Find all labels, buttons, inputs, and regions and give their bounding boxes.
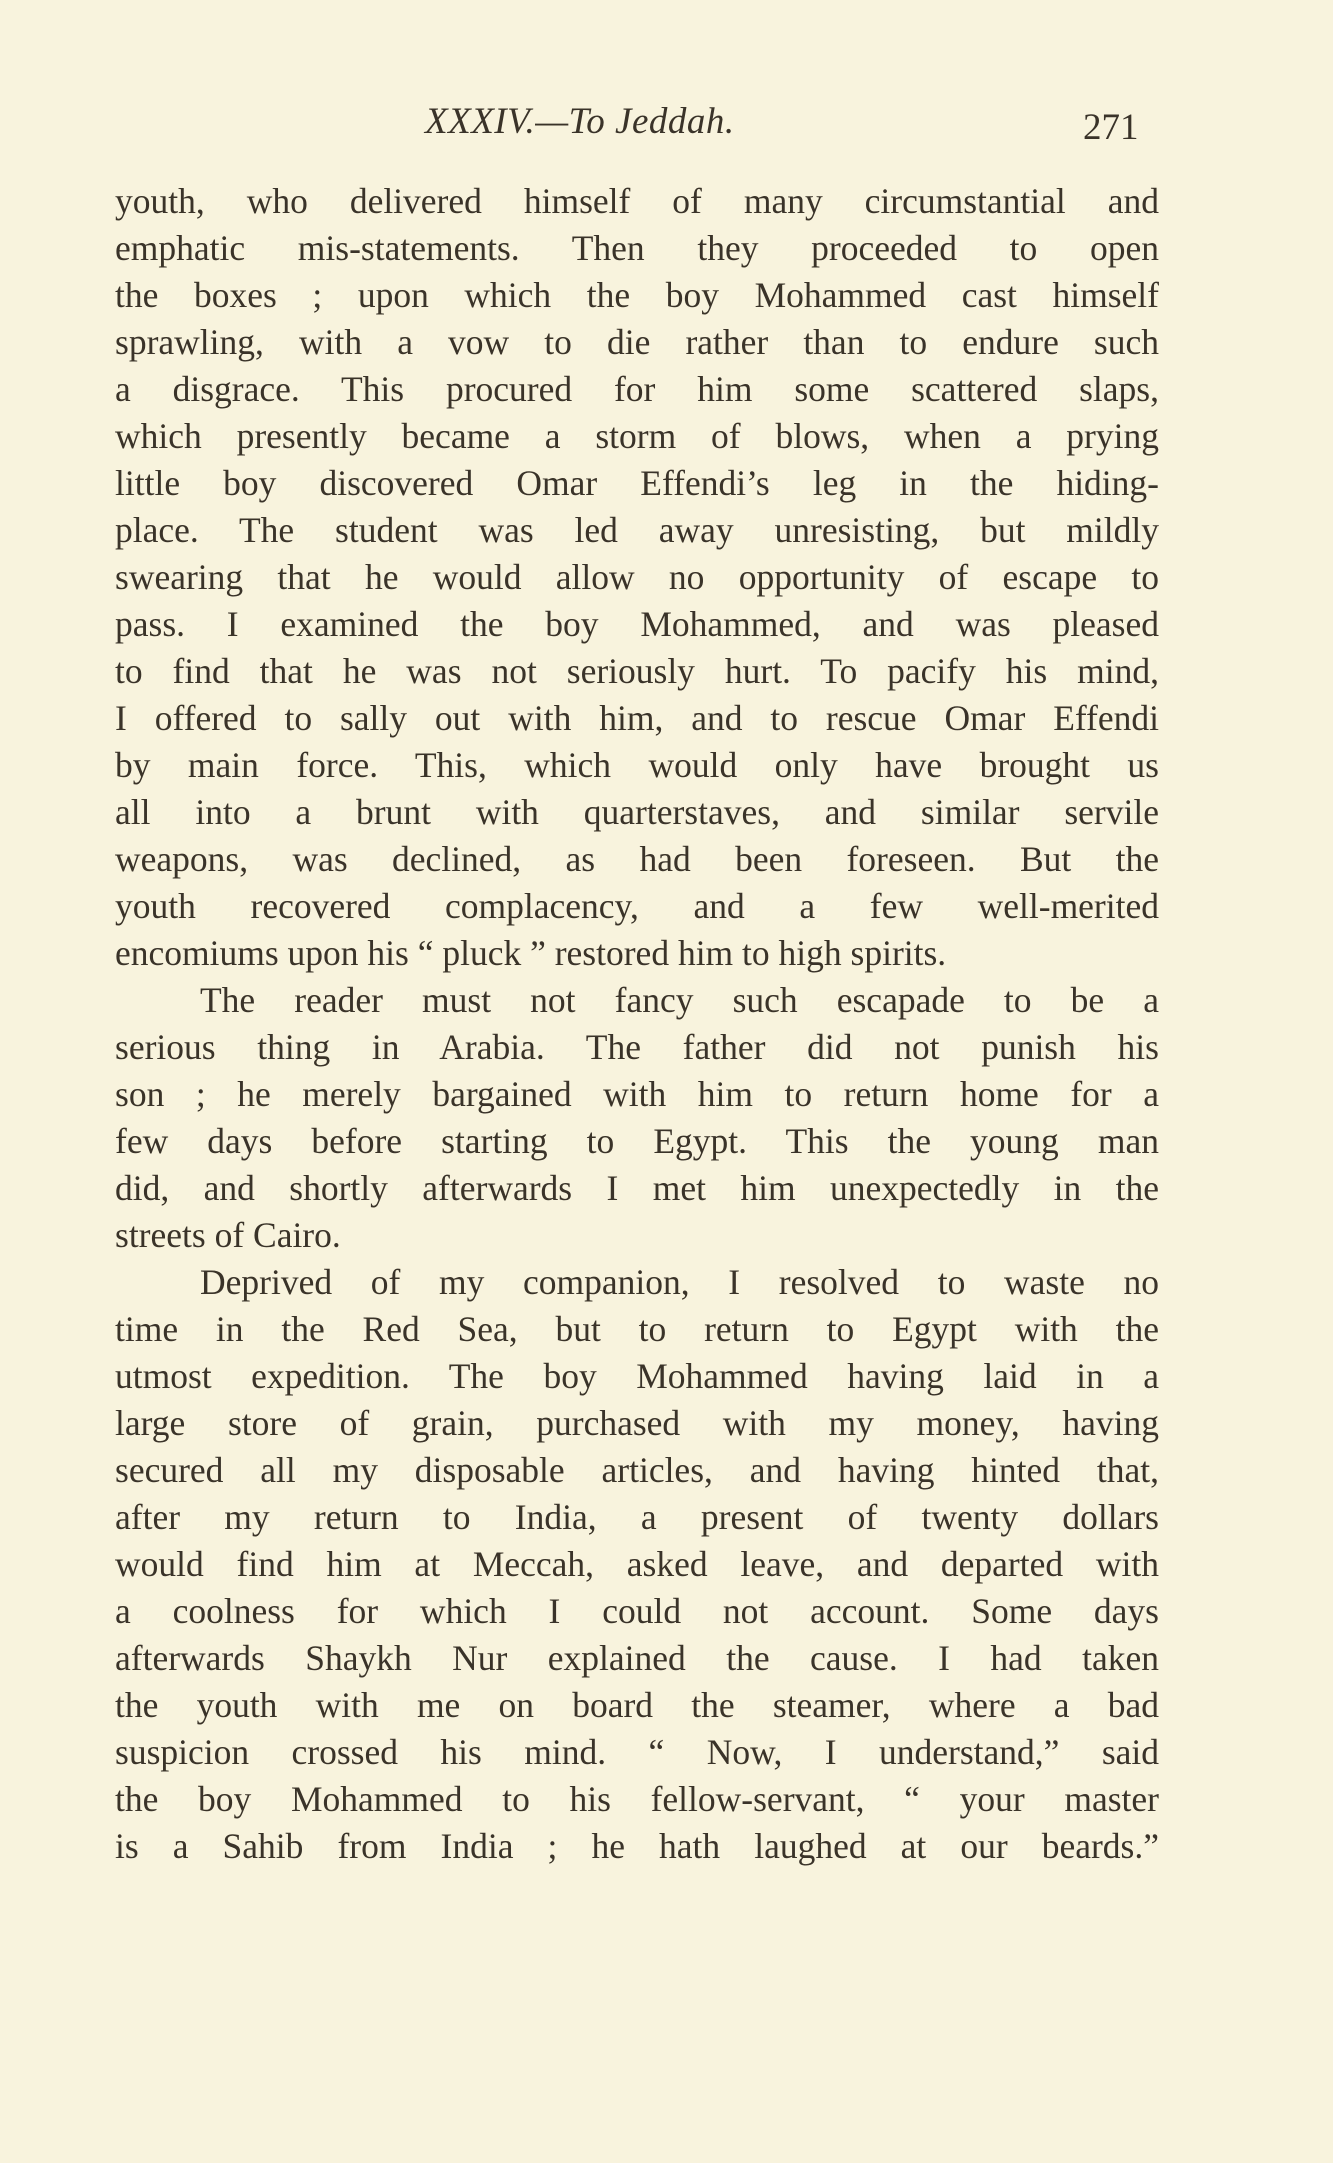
text-line: youth recovered complacency, and a few well-merited bbox=[115, 886, 1159, 926]
running-head bbox=[0, 100, 1333, 150]
text-line: the youth with me on board the steamer, where a bad bbox=[115, 1685, 1159, 1725]
text-line: swearing that he would allow no opportunity of escape to bbox=[115, 557, 1159, 597]
paragraph-end-line: streets of Cairo. bbox=[115, 1215, 341, 1255]
text-line: son ; he merely bargained with him to return home for a bbox=[115, 1074, 1159, 1114]
text-line: would find him at Meccah, asked leave, and departed with bbox=[115, 1544, 1159, 1584]
page-number: 271 bbox=[1083, 107, 1139, 148]
text-line: is a Sahib from India ; he hath laughed at our beards.” bbox=[115, 1826, 1159, 1866]
text-line: I offered to sally out with him, and to rescue Omar Effendi bbox=[115, 698, 1159, 738]
text-line: by main force. This, which would only have brought us bbox=[115, 745, 1159, 785]
text-line: sprawling, with a vow to die rather than to endure such bbox=[115, 322, 1159, 362]
text-line: serious thing in Arabia. The father did not punish his bbox=[115, 1027, 1159, 1067]
text-line: little boy discovered Omar Effendi’s leg in the hiding- bbox=[115, 463, 1159, 503]
text-line: afterwards Shaykh Nur explained the cause. I had taken bbox=[115, 1638, 1159, 1678]
paragraph-first-line: The reader must not fancy such escapade to be a bbox=[200, 980, 1159, 1020]
body-text bbox=[115, 178, 1159, 1870]
text-line: after my return to India, a present of twenty dollars bbox=[115, 1497, 1159, 1537]
text-line: to find that he was not seriously hurt. To pacify his mind, bbox=[115, 651, 1159, 691]
text-line: weapons, was declined, as had been foreseen. But the bbox=[115, 839, 1159, 879]
text-line: secured all my disposable articles, and having hinted that, bbox=[115, 1450, 1159, 1490]
text-line: time in the Red Sea, but to return to Egypt with the bbox=[115, 1309, 1159, 1349]
text-line: large store of grain, purchased with my money, having bbox=[115, 1403, 1159, 1443]
paragraph-end-line: encomiums upon his “ pluck ” restored him to high spirits. bbox=[115, 933, 947, 973]
text-line: a disgrace. This procured for him some scattered slaps, bbox=[115, 369, 1159, 409]
text-line: utmost expedition. The boy Mohammed having laid in a bbox=[115, 1356, 1159, 1396]
text-line: few days before starting to Egypt. This the young man bbox=[115, 1121, 1159, 1161]
text-line: youth, who delivered himself of many circumstantial and bbox=[115, 181, 1159, 221]
chapter-title: XXXIV.—To Jeddah. bbox=[425, 101, 735, 142]
text-line: place. The student was led away unresisting, but mildly bbox=[115, 510, 1159, 550]
text-line: which presently became a storm of blows, when a prying bbox=[115, 416, 1159, 456]
text-line: pass. I examined the boy Mohammed, and was pleased bbox=[115, 604, 1159, 644]
text-line: all into a brunt with quarterstaves, and similar servile bbox=[115, 792, 1159, 832]
text-line: the boxes ; upon which the boy Mohammed cast himself bbox=[115, 275, 1159, 315]
text-line: a coolness for which I could not account. Some days bbox=[115, 1591, 1159, 1631]
text-line: the boy Mohammed to his fellow-servant, “ your master bbox=[115, 1779, 1159, 1819]
paragraph-first-line: Deprived of my companion, I resolved to waste no bbox=[200, 1262, 1159, 1302]
text-line: emphatic mis-statements. Then they proceeded to open bbox=[115, 228, 1159, 268]
text-line: did, and shortly afterwards I met him unexpectedly in the bbox=[115, 1168, 1159, 1208]
text-line: suspicion crossed his mind. “ Now, I understand,” said bbox=[115, 1732, 1159, 1772]
